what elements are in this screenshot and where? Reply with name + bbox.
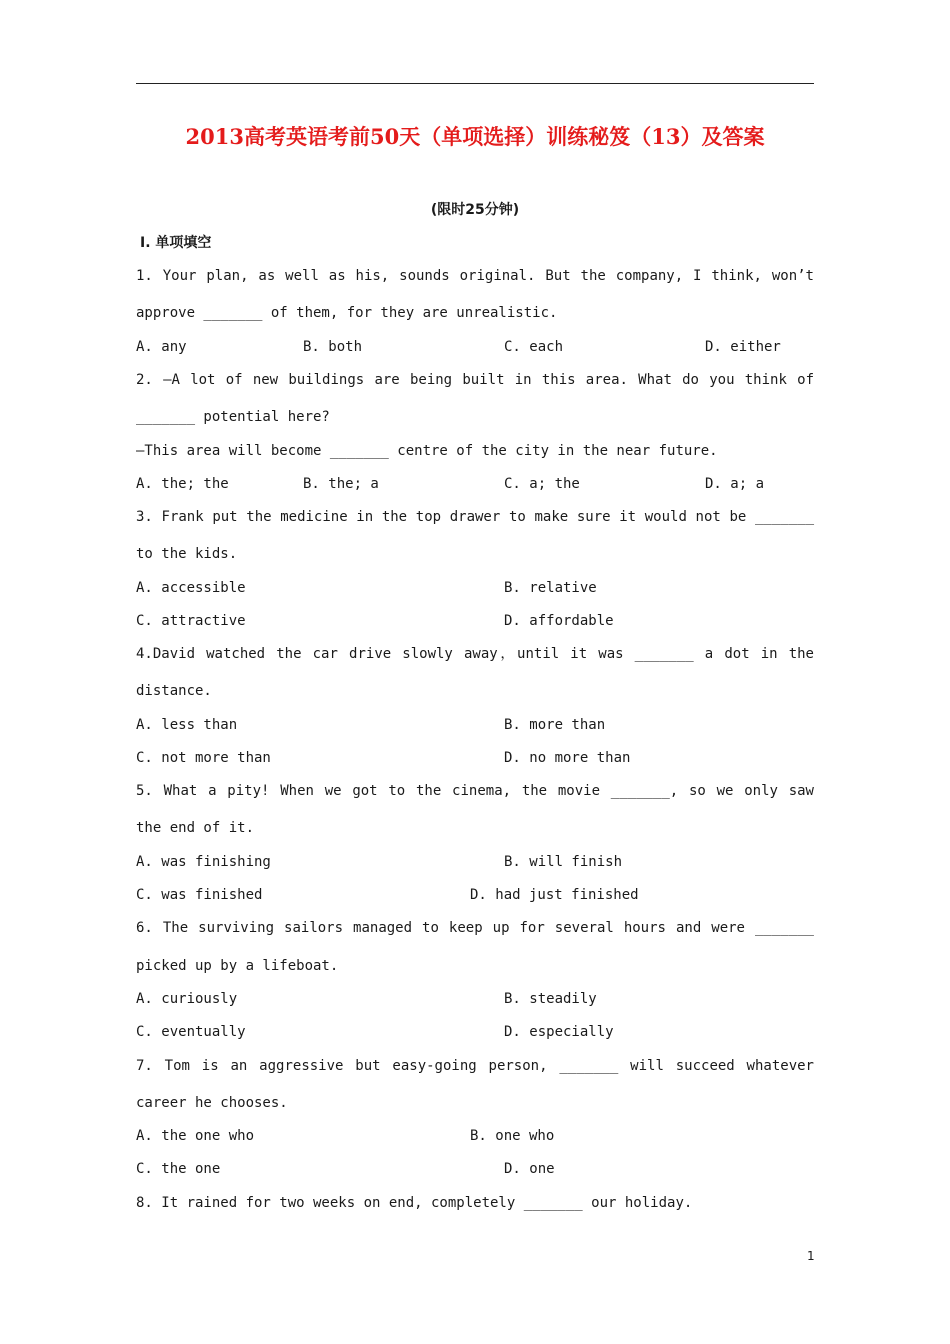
time-limit: (限时25分钟) <box>430 202 520 218</box>
question-3-option-c: C. attractive <box>136 613 246 629</box>
question-5-option-c: C. was finished <box>136 887 263 903</box>
question-4-option-d: D. no more than <box>504 750 631 766</box>
question-4-text: 4.David watched the car drive slowly away，until it was _______ a dot in the <box>136 646 814 662</box>
question-5-text: 5. What a pity! When we got to the cinema, the movie _______, so we only saw <box>136 783 814 799</box>
question-1-option-a: A. any <box>136 339 187 355</box>
question-1-text: 1. Your plan, as well as his, sounds original. But the company, I think, won’t <box>136 268 814 284</box>
question-5-option-a: A. was finishing <box>136 854 271 870</box>
question-1-text-cont: approve _______ of them, for they are unrealistic. <box>136 305 558 321</box>
question-4-option-a: A. less than <box>136 717 238 733</box>
question-7-option-b: B. one who <box>470 1128 555 1144</box>
question-6-option-c: C. eventually <box>136 1024 246 1040</box>
question-2-reply: —This area will become _______ centre of the city in the near future. <box>136 443 718 459</box>
page-title: 2013高考英语考前50天（单项选择）训练秘笈（13）及答案 <box>185 124 765 149</box>
question-4-text-cont: distance. <box>136 683 212 699</box>
question-3-option-a: A. accessible <box>136 580 246 596</box>
question-6-option-d: D. especially <box>504 1024 614 1040</box>
question-4-option-b: B. more than <box>504 717 606 733</box>
question-2-option-b: B. the; a <box>303 476 379 492</box>
question-3-text: 3. Frank put the medicine in the top drawer to make sure it would not be _______ <box>136 509 814 525</box>
question-6-option-b: B. steadily <box>504 991 597 1007</box>
question-7-text: 7. Tom is an aggressive but easy-going person, _______ will succeed whatever <box>136 1058 814 1074</box>
header-rule <box>136 83 814 84</box>
question-2-option-c: C. a; the <box>504 476 580 492</box>
question-7-option-c: C. the one <box>136 1161 221 1177</box>
question-7-option-d: D. one <box>504 1161 555 1177</box>
question-3-option-d: D. affordable <box>504 613 614 629</box>
question-6-text-cont: picked up by a lifeboat. <box>136 958 339 974</box>
question-2-text-cont: _______ potential here? <box>136 409 330 425</box>
question-1-option-d: D. either <box>705 339 781 355</box>
question-2-option-d: D. a; a <box>705 476 765 492</box>
question-7-option-a: A. the one who <box>136 1128 255 1144</box>
question-7-text-cont: career he chooses. <box>136 1095 288 1111</box>
question-6-option-a: A. curiously <box>136 991 238 1007</box>
question-1-option-b: B. both <box>303 339 363 355</box>
question-5-option-d: D. had just finished <box>470 887 639 903</box>
question-3-text-cont: to the kids. <box>136 546 238 562</box>
question-2-text: 2. —A lot of new buildings are being built in this area. What do you think of <box>136 372 814 388</box>
question-6-text: 6. The surviving sailors managed to keep up for several hours and were _______ <box>136 920 814 936</box>
question-5-text-cont: the end of it. <box>136 820 255 836</box>
question-5-option-b: B. will finish <box>504 854 623 870</box>
question-2-option-a: A. the; the <box>136 476 229 492</box>
page-number: 1 <box>807 1249 815 1263</box>
question-4-option-c: C. not more than <box>136 750 271 766</box>
question-3-option-b: B. relative <box>504 580 597 596</box>
question-1-option-c: C. each <box>504 339 564 355</box>
question-8-text: 8. It rained for two weeks on end, completely _______ our holiday. <box>136 1195 693 1211</box>
section-heading: Ⅰ. 单项填空 <box>140 235 212 251</box>
